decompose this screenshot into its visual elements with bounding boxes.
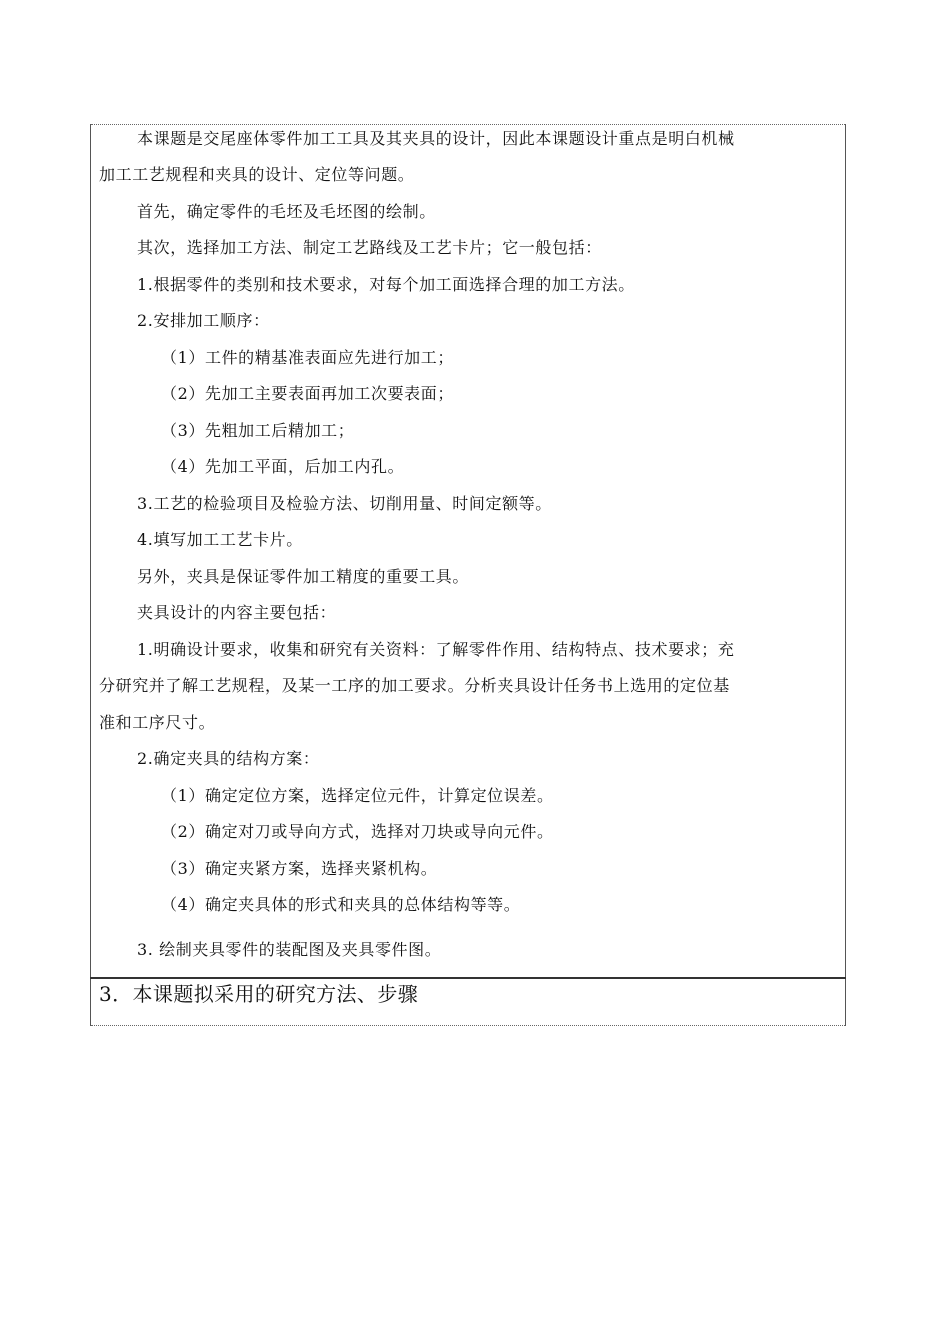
sub-list-item: （2）先加工主要表面再加工次要表面；	[161, 384, 454, 403]
sub-list-item: （1）确定定位方案，选择定位元件，计算定位误差。	[161, 786, 554, 805]
list-item: 1.明确设计要求，收集和研究有关资料：了解零件作用、结构特点、技术要求；充	[137, 640, 735, 659]
paragraph-line: 首先，确定零件的毛坯及毛坯图的绘制。	[137, 202, 436, 221]
paragraph-line: 本课题是交尾座体零件加工工具及其夹具的设计，因此本课题设计重点是明白机械	[137, 129, 735, 148]
list-item: 4.填写加工工艺卡片。	[137, 530, 303, 549]
sub-list-item: （4）先加工平面，后加工内孔。	[161, 457, 405, 476]
list-item: 3. 绘制夹具零件的装配图及夹具零件图。	[137, 940, 442, 959]
paragraph-line: 其次，选择加工方法、制定工艺路线及工艺卡片；它一般包括：	[137, 238, 602, 257]
sub-list-item: （4）确定夹具体的形式和夹具的总体结构等等。	[161, 895, 521, 914]
list-item: 2.确定夹具的结构方案：	[137, 749, 320, 768]
sub-list-item: （3）先粗加工后精加工；	[161, 421, 355, 440]
proposal-form-table	[90, 124, 846, 1026]
design-content-cell	[91, 125, 846, 979]
list-item: 2.安排加工顺序：	[137, 311, 270, 330]
section-heading: 3．本课题拟采用的研究方法、步骤	[99, 982, 419, 1006]
paragraph-line: 另外，夹具是保证零件加工精度的重要工具。	[137, 567, 470, 586]
list-item: 1.根据零件的类别和技术要求，对每个加工面选择合理的加工方法。	[137, 275, 635, 294]
sub-list-item: （1）工件的精基准表面应先进行加工；	[161, 348, 454, 367]
sub-list-item: （2）确定对刀或导向方式，选择对刀块或导向元件。	[161, 822, 554, 841]
research-methods-cell	[91, 978, 846, 1026]
list-item: 3.工艺的检验项目及检验方法、切削用量、时间定额等。	[137, 494, 552, 513]
paragraph-line: 加工工艺规程和夹具的设计、定位等问题。	[99, 165, 415, 184]
sub-list-item: （3）确定夹紧方案，选择夹紧机构。	[161, 859, 438, 878]
paragraph-line: 夹具设计的内容主要包括：	[137, 603, 337, 622]
paragraph-line: 准和工序尺寸。	[99, 713, 216, 732]
paragraph-line: 分研究并了解工艺规程，及某一工序的加工要求。分析夹具设计任务书上选用的定位基	[99, 676, 730, 695]
